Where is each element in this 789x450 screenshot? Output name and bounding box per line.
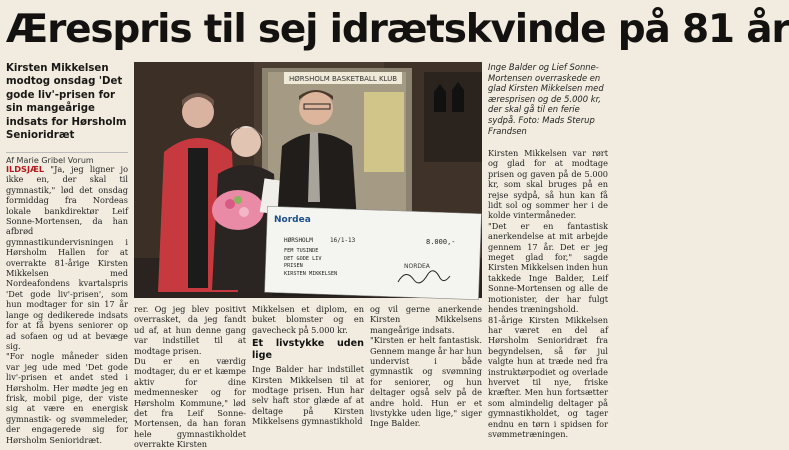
giant-check <box>265 206 482 299</box>
byline: Af Marie Gribel Vorum <box>6 152 128 165</box>
article-text: "Ja, jeg ligner jo ikke en, der skal til gymnastik," lød det onsdag formiddag fra Nordeas lokale bankdirektør Leif Sonne-Mortensen, da han afbrød gymnastikundervisningen i Hørsholm Hallen for at overrakte 81-årige Kirsten Mikkelsen med Nordeafondens kvartalspris 'Det gode liv'-prisen', som hun modtager for sin 17 år lange og dedikerede indsats for at få byens seniorer op ad sofaen og ud at bevæge sig. <box>6 164 128 351</box>
article-paragraph: rer. Og jeg blev positivt overrasket, da jeg fandt ud af, at hun denne gang var indstillet til at modtage prisen. <box>134 304 246 356</box>
article-column-1 <box>6 164 128 445</box>
article-paragraph: Kirsten Mikkelsen var rørt og glad for at modtage prisen og gaven på de 5.000 kr, som skal bruges på en rejse sydpå, så hun kan få lidt sol og sommer her i de kolde vintermåneder. <box>488 148 608 221</box>
article-paragraph: "For nogle måneder siden var jeg ude med 'Det gode liv'-prisen et andet sted i Hørsholm. Her mødte jeg en frisk, mobil pige, der viste sig at være en energisk gymnastik- og svømmeleder, der engagerede sig for Hørsholm Senioridræt. <box>6 351 128 445</box>
wall-sign: HØRSHOLM BASKETBALL KLUB <box>288 75 398 83</box>
article-column-5 <box>488 148 608 439</box>
check-place: HØRSHOLM <box>284 237 313 244</box>
article-column-3 <box>252 304 364 427</box>
article-paragraph <box>6 164 128 351</box>
check-amount: 8.000,- <box>426 238 456 246</box>
article-paragraph: og vil gerne anerkende Kirsten Mikkelsens mangeårige indsats. <box>370 304 482 335</box>
article-paragraph: Inge Balder har indstillet Kirsten Mikkelsen til at modtage prisen. Hun har selv haft stor glæde af at deltage på Kirsten Mikkelsens gymnastikhold <box>252 364 364 427</box>
check-bank-name: Nordea <box>274 215 311 225</box>
subheading: Et livstykke uden lige <box>252 338 364 362</box>
article-column-2 <box>134 304 246 450</box>
check-date: 16/1-13 <box>330 237 356 244</box>
article-paragraph: 81-årige Kirsten Mikkelsen har været en del af Hørsholm Senioridræt fra begyndelsen, så før jul valgte hun at træde ned fra instruktørpodiet og overlade hvervet til nye, friske kræfter. Men hun fortsætter som almindelig deltager på gymnastikholdet, og tager endnu en tørn i spidsen for svømmetræningen. <box>488 314 608 439</box>
check-payee: KIRSTEN MIKKELSEN <box>284 271 338 277</box>
headline: Ærespris til sej idrætskvinde på 81 år <box>6 7 789 52</box>
article-column-4 <box>370 304 482 429</box>
article-paragraph: "Det er en fantastisk anerkendelse at mit arbejde gennem 17 år. Det er jeg meget glad for," sagde Kirsten Mikkelsen inden hun takkede Inge Balder, Leif Sonne-Mortensen og alle de motionister, der har fulgt hendes træningshold. <box>488 220 608 315</box>
kicker: ILDSJÆL <box>6 164 45 174</box>
check-stamp: NORDEA <box>404 263 430 270</box>
photo-caption: Inge Balder og Lief Sonne-Mortensen overraskede en glad Kirsten Mikkelsen med æresprisen og de 5.000 kr, der skal gå til en ferie sydpå. Foto: Mads Sterup Frandsen <box>488 62 604 136</box>
check-memo: FEM TUSINDE <box>284 248 319 254</box>
photo-illustration <box>134 62 482 298</box>
check-memo: PRISEN <box>284 263 303 269</box>
lead-paragraph: Kirsten Mikkelsen modtog onsdag 'Det gode liv'-prisen for sin mangeårige indsats for Hørsholm Senioridræt <box>6 63 127 142</box>
article-paragraph: Du er en værdig modtager, du er et kæmpe aktiv for dine medmennesker og for Hørsholm Kommune," lød det fra Leif Sonne-Mortensen, da han foran hele gymnastikholdet overrakte Kirsten <box>134 356 246 450</box>
article-paragraph: "Kirsten er helt fantastisk. Gennem mange år har hun undervist i både gymnastik og svømning for seniorer, og hun deltager også selv på de andre hold. Hun er et livstykke uden lige," siger Inge Balder. <box>370 335 482 429</box>
check-memo: DET GODE LIV <box>284 256 322 262</box>
article-paragraph: Mikkelsen et diplom, en buket blomster og en gavecheck på 5.000 kr. <box>252 304 364 335</box>
news-photo <box>134 62 482 298</box>
